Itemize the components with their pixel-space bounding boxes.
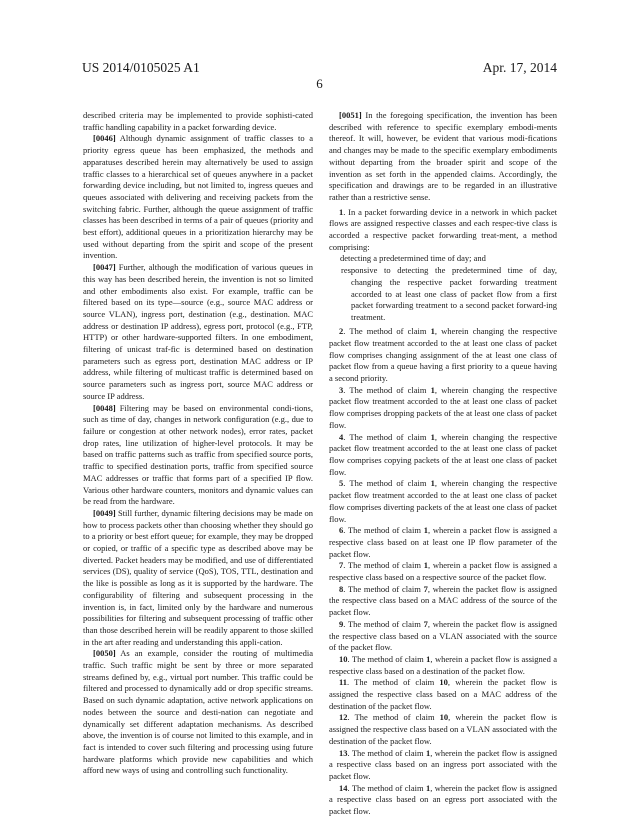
claim-text: . The method of claim [343, 326, 431, 337]
claim-14 [329, 783, 557, 818]
claim-reference: 7 [423, 583, 428, 594]
claim-11 [329, 677, 557, 712]
claim-3 [329, 385, 557, 432]
claim-number: 6 [339, 525, 344, 536]
claim-text: , wherein a packet flow is assigned a respective class based on a respective source of the packet flow. [329, 560, 557, 583]
claim-1-step-1: detecting a predetermined time of day; and [340, 253, 486, 264]
claim-number: 7 [339, 560, 344, 571]
claim-reference: 1 [423, 525, 428, 536]
left-column [83, 110, 313, 777]
claim-6 [329, 525, 557, 560]
paragraph-number: [0046] [93, 133, 116, 144]
claim-1-step-2: responsive to detecting the predetermined time of day, changing the respective packet forwarding treatment accorded to at least one class of packet flow from a first packet forwarding treatment to a second packet forward-ing treatment. [341, 265, 557, 322]
claim-text: , wherein changing the respective packet flow treatment accorded to the at least one class of packet flow comprises changing assignment of the at least one class of packet flow from a queue having a first priority to a queue having a second priority. [329, 326, 557, 384]
claim-text: , wherein the packet flow is assigned a respective class based on an egress port associated with the packet flow. [329, 782, 557, 817]
claim-text: , wherein changing the respective packet flow treatment accorded to the at least one class of packet flow comprises diverting packets of the at least one class of packet flow. [329, 478, 557, 524]
claim-text: . The method of claim [347, 653, 427, 664]
claim-number: 5 [339, 478, 344, 489]
claim-text: . The method of claim [343, 431, 431, 442]
claim-number: 13 [339, 747, 348, 758]
paragraph-number: [0051] [339, 110, 362, 120]
paragraph-number: [0048] [93, 402, 116, 413]
claim-2 [329, 326, 557, 385]
paragraph-0051: [0051] In the foregoing specification, the invention has been described with reference to specific exemplary embodi-ments thereof. It will, however, be evident that various modi-fications and changes may be made to the specific exemplary embodiments without departing from the broader spirit and scope of the invention as set forth in the appended claims. Accordingly, the specification and drawings are to be regarded in an illustrative rather than a restrictive sense. [329, 110, 558, 202]
claim-number: 1 [339, 206, 344, 217]
paragraph-0049: [0049] Still further, dynamic filtering decisions may be made on how to process packets other than choosing whether they should go to a priority or best effort queue; for example, they may be dropped or copied, or traffic of a specific type as described above may be diverted. Packet headers may be modified, and use of differentiated services (DS), quality of service (QoS), TOS, TTL, destination and the like is possible as long as it is supported by the hardware. The configurability of filtering and subsequent processing in the invention is, in fact, limited only by the hardware and numerous possibilities for filtering and subsequent processing of traffic other than those described herein will be readily apparent to those skilled in the art after reading and understanding this appli-cation. [83, 507, 313, 647]
claim-reference: 1 [430, 478, 435, 489]
claim-reference: 1 [425, 747, 431, 758]
claim-reference: 1 [425, 782, 431, 793]
claim-text: , wherein the packet flow is assigned a respective class based on an ingress port associated with the packet flow. [329, 747, 557, 781]
claim-reference: 1 [430, 431, 435, 442]
claim-text: . The method of claim [347, 712, 440, 723]
claim-text: , wherein the packet flow is assigned the respective class based on a VLAN associated with the source of the packet flow. [329, 618, 557, 653]
claim-number: 10 [339, 653, 348, 664]
claim-reference: 1 [430, 326, 435, 337]
claim-12 [329, 712, 557, 747]
claim-text: . The method of claim [343, 560, 424, 571]
page-number: 6 [316, 76, 323, 91]
claim-text: , wherein the packet flow is assigned the respective class based on a MAC address of the source of the packet flow. [329, 583, 557, 618]
paragraph-number: [0050] [93, 648, 116, 659]
claim-number: 3 [339, 384, 344, 395]
claim-text: , wherein a packet flow is assigned a respective class based on at least one IP flow parameter of the packet flow. [329, 525, 557, 559]
paragraph-0046: [0046] Although dynamic assignment of traffic classes to a priority egress queue has been emphasized, the methods and apparatuses described herein may alternatively be used to assign traffic classes to a hierarchical set of queues anywhere in a packet forwarding device including, but not limited to, ingress queues and queues associated with delivering and receiving packets from the switching fabric. Further, although the queue assignment of traffic classes has been described in terms of a pair of queues (priority and best effort), additional queues in a prioritization hierarchy may be used without departing from the spirit and scope of the present invention. [83, 133, 313, 261]
claims-list [329, 326, 557, 818]
claim-text: . The method of claim [343, 618, 424, 629]
claim-number: 12 [339, 712, 348, 723]
publication-number: US 2014/0105025 A1 [82, 60, 200, 75]
claim-text: , wherein a packet flow is assigned a respective class based on a destination of the packet flow. [329, 653, 557, 676]
claim-text: , wherein the packet flow is assigned the respective class based on a MAC address of the destination of the packet flow. [329, 677, 557, 711]
claim-5 [329, 478, 557, 525]
claim-text: . The method of claim [347, 747, 426, 758]
claim-text: , wherein changing the respective packet flow treatment accorded to the at least one class of packet flow comprises copying packets of the at least one class of packet flow. [329, 431, 557, 477]
paragraph-continued: described criteria may be implemented to provide sophisti-cated traffic handling capability in a packet forwarding device. [83, 110, 313, 132]
paragraph-number: [0049] [93, 507, 116, 518]
claim-number: 14 [339, 782, 348, 793]
claim-number: 11 [339, 677, 348, 688]
claim-13 [329, 748, 557, 783]
claim-text: . The method of claim [343, 384, 431, 395]
claim-number: 8 [339, 583, 344, 594]
claim-4 [329, 432, 557, 479]
claim-text: . The method of claim [343, 478, 431, 489]
claim-text: , wherein changing the respective packet flow treatment accorded to the at least one class of packet flow comprises dropping packets of the at least one class of packet flow. [329, 384, 557, 430]
claim-10 [329, 654, 557, 677]
claim-7 [329, 560, 557, 583]
claim-number: 4 [339, 431, 344, 442]
paragraph-0048: [0048] Filtering may be based on environmental condi-tions, such as time of day, changes in network configuration (e.g., due to failure or congestion at other network nodes), error rates, packet drop rates, line utilization of higher-level protocols. It may be based on traffic patterns such as traffic from specified source ports, traffic to specified destination ports, traffic from specified source MAC addresses or traffic that forms part of a specified IP flow. Various other hardware counters, monitors and dynamic values can be read from the hardware. [83, 402, 313, 507]
claim-text: . The method of claim [347, 677, 440, 688]
claim-text: , wherein the packet flow is assigned the respective class based on a VLAN associated with the destination of the packet flow. [329, 712, 557, 746]
claim-reference: 1 [430, 384, 435, 395]
claim-number: 2 [339, 326, 344, 337]
claim-1: 1. In a packet forwarding device in a network in which packet flows are assigned respective classes and each respec-tive class is accorded a respective packet forwarding treat-ment, a method comprising: detecting a predetermined time of day; and responsive to detecting the predetermined time of day, changing the respective packet forwarding treatment accorded to at least one class of packet flow from a first packet forwarding treatment to a second packet forward-ing treatment. [329, 206, 557, 322]
claim-text: . The method of claim [347, 782, 426, 793]
claim-reference: 1 [426, 653, 431, 664]
paragraph-number: [0047] [93, 262, 116, 273]
claim-text: . The method of claim [343, 525, 424, 536]
paragraph-0050: [0050] As an example, consider the routing of multimedia traffic. Such traffic might be sent by three or more separated streams defined by, e.g., virtual port number. This traffic could be filtered and processed to dynamically add or drop specific streams. Based on such dynamic adaptation, active network applications on nodes between the source and desti-nation can negotiate and dynamically set different adaptation mechanisms. As described above, the invention is of course not limited to this example, and in fact is intended to cover such filtering and processing using future hardware platforms which provide new capabilities and which afford new ways of using and controlling such functionality. [83, 648, 313, 776]
claim-reference: 1 [423, 560, 428, 571]
paragraph-0047: [0047] Further, although the modification of various queues in this way has been described herein, the invention is not so limited and other embodiments also exist. For example, traffic can be filtered based on its type—source (e.g., source MAC address or source VLAN), ingress port, destination (e.g., destination. MAC address or destination IP address), egress port, protocol (e.g., FTP, HTTP) or other hardware-supported filters. In one embodiment, filtering of unicast traf-fic is determined based on destination parameters such as egress port, destination MAC address or IP address, while filtering of multicast traffic is determined based on source parameters such as ingress port, source MAC address or source IP address. [83, 262, 313, 401]
claim-text: . The method of claim [343, 583, 424, 594]
claim-reference: 10 [439, 712, 449, 723]
claim-9 [329, 619, 557, 654]
claim-reference: 7 [423, 618, 428, 629]
claim-8 [329, 584, 557, 619]
claim-number: 9 [339, 618, 344, 629]
right-column [329, 110, 557, 818]
claim-reference: 10 [439, 677, 448, 688]
publication-date: Apr. 17, 2014 [482, 60, 557, 75]
